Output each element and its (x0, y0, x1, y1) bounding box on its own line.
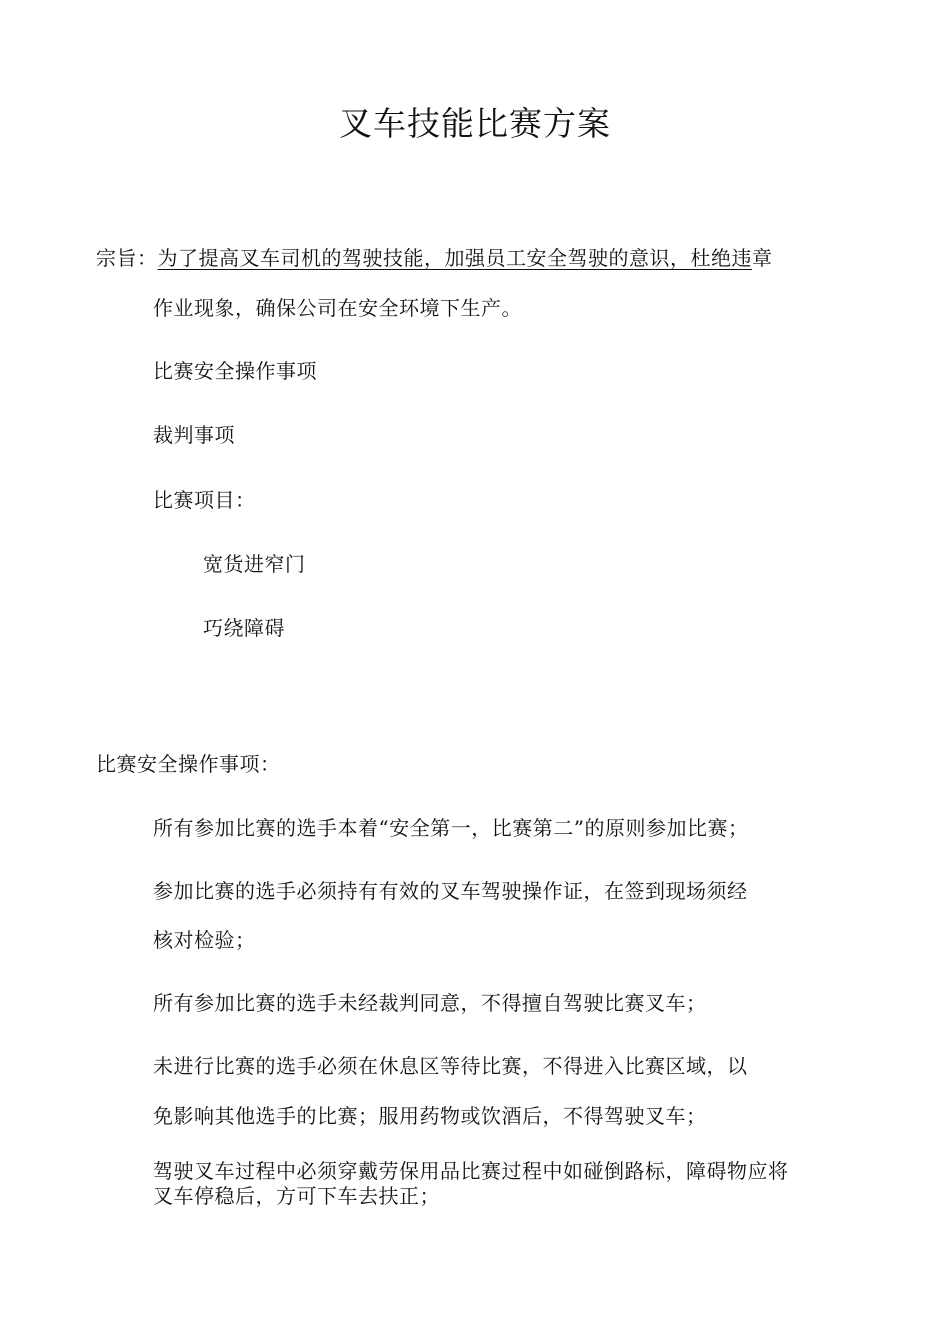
purpose-label: 宗旨： (96, 246, 158, 270)
safety-section-heading: 比赛安全操作事项： (96, 752, 281, 776)
outline-item: 比赛项目： (153, 488, 256, 512)
purpose-underlined-text: 为了提高叉车司机的驾驶技能，加强员工安全驾驶的意识，杜绝违 (157, 246, 752, 270)
purpose-tail: 章 (752, 246, 773, 270)
safety-item: 核对检验； (153, 928, 256, 952)
safety-item: 所有参加比赛的选手未经裁判同意，不得擅自驾驶比赛叉车； (153, 991, 707, 1015)
outline-item: 比赛安全操作事项 (153, 359, 317, 383)
safety-item: 免影响其他选手的比赛；服用药物或饮酒后，不得驾驶叉车； (153, 1104, 707, 1128)
event-item: 巧绕障碍 (203, 616, 285, 640)
safety-item: 驾驶叉车过程中必须穿戴劳保用品比赛过程中如碰倒路标，障碍物应将 (153, 1159, 789, 1183)
document-title: 叉车技能比赛方案 (339, 104, 611, 143)
safety-item: 未进行比赛的选手必须在休息区等待比赛，不得进入比赛区域，以 (153, 1054, 748, 1078)
purpose-line (96, 246, 773, 270)
outline-item: 裁判事项 (153, 423, 235, 447)
safety-item: 参加比赛的选手必须持有有效的叉车驾驶操作证，在签到现场须经 (153, 879, 748, 903)
event-item: 宽货进窄门 (203, 552, 306, 576)
purpose-continuation: 作业现象，确保公司在安全环境下生产。 (153, 296, 522, 320)
safety-item: 叉车停稳后，方可下车去扶正； (153, 1184, 440, 1208)
safety-item: 所有参加比赛的选手本着“安全第一，比赛第二”的原则参加比赛； (153, 816, 749, 840)
